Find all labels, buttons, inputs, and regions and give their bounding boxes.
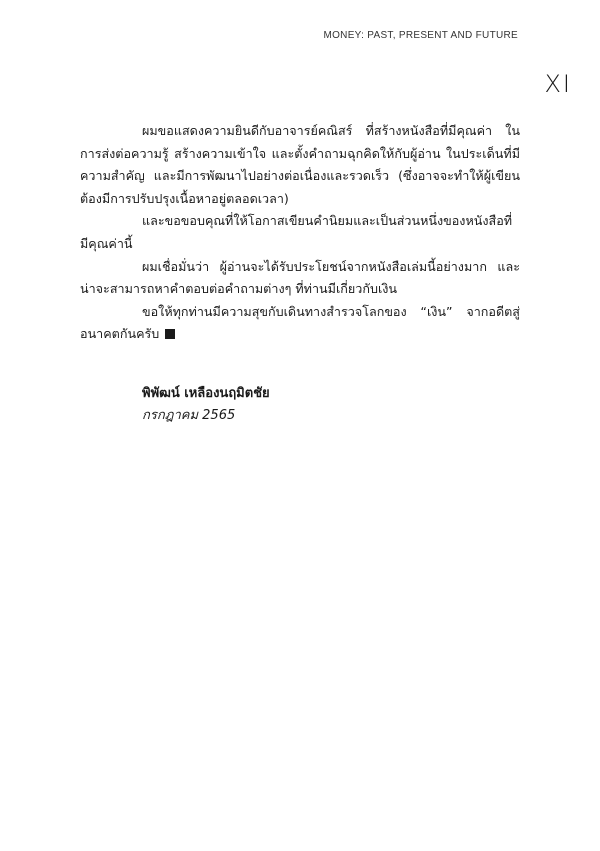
paragraph-belief: ผมเชื่อมั่นว่า ผู้อ่านจะได้รับประโยชน์จากหนังสือเล่มนี้อย่างมาก และน่าจะสามารถหาคำตอบต่อคำถามต่างๆ ที่ท่านมีเกี่ยวกับเงิน xyxy=(80,258,520,297)
paragraph-thanks: และขอขอบคุณที่ให้โอกาสเขียนคำนิยมและเป็นส่วนหนึ่งของหนังสือที่มีคุณค่านี้ xyxy=(80,213,513,251)
signature-block xyxy=(142,383,270,427)
page-number: XI xyxy=(544,70,572,98)
paragraph-congratulations: ผมขอแสดงความยินดีกับอาจารย์คณิสร์ ที่สร้างหนังสือที่มีคุณค่า ในการส่งต่อความรู้ สร้างความเข้าใจ และตั้งคำถามฉุกคิดให้กับผู้อ่าน ในประเด็นที่มีความสำคัญ และมีการพัฒนาไปอย่างต่อเนื่องและรวดเร็ว (ซึ่งอาจจะทำให้ผู้เขียนต้องมีการปรับปรุงเนื้อหาอยู่ตลอดเวลา) xyxy=(80,123,520,206)
author-name: พิพัฒน์ เหลืองนฤมิตชัย xyxy=(142,386,270,401)
body-text xyxy=(80,120,520,346)
closing-text: ขอให้ทุกท่านมีความสุขกับเดินทางสำรวจโลกของ “เงิน” จากอดีตสู่อนาคตกันครับ xyxy=(80,303,520,342)
signature-date: กรกฎาคม 2565 xyxy=(142,408,236,423)
running-header: MONEY: PAST, PRESENT AND FUTURE xyxy=(323,30,518,41)
black-square-icon xyxy=(165,329,175,339)
paragraph-closing xyxy=(80,301,520,346)
